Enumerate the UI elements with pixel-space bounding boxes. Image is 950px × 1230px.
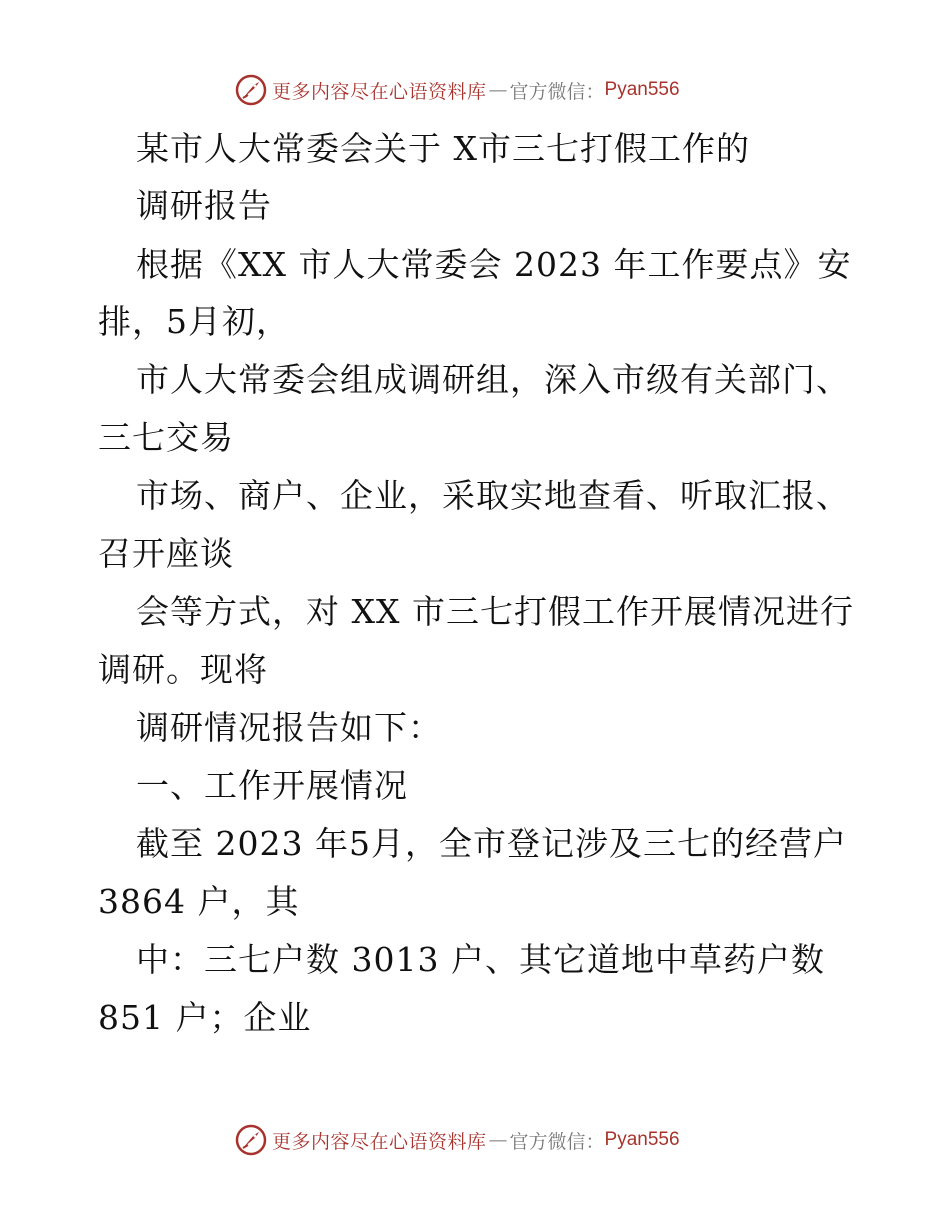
paragraph-line: 召开座谈 (98, 534, 234, 573)
paragraph-line: 排，5月初， (98, 302, 290, 341)
paragraph-line: 851 户；企业 (98, 998, 312, 1037)
watermark-text: 更多内容尽在心语资料库 (272, 80, 487, 103)
paragraph-line: 会等方式，对 XX 市三七打假工作开展情况进行 (136, 592, 854, 631)
watermark-wechat-label: 官方微信： (509, 1130, 605, 1153)
paragraph-line: 根据《XX 市人大常委会 2023 年工作要点》安 (136, 245, 852, 284)
watermark-wechat-id: Pyan556 (604, 1129, 680, 1150)
watermark-wechat-label: 官方微信： (509, 80, 605, 103)
paragraph-line: 市场、商户、企业，采取实地查看、听取汇报、 (136, 476, 850, 515)
paragraph-line: 市人大常委会组成调研组，深入市级有关部门、 (136, 360, 850, 399)
watermark-separator: — (488, 1129, 508, 1151)
pen-nib-logo-icon (234, 1123, 268, 1157)
paragraph-line: 三七交易 (98, 418, 234, 457)
paragraph-line: 截至 2023 年5月，全市登记涉及三七的经营户 (136, 824, 847, 863)
watermark-separator: — (488, 79, 508, 101)
document-title-line-1: 某市人大常委会关于 X市三七打假工作的 (136, 129, 750, 168)
pen-nib-logo-icon (234, 73, 268, 107)
paragraph-line: 3864 户，其 (98, 882, 300, 921)
watermark-wechat-id: Pyan556 (604, 79, 680, 100)
watermark-text: 更多内容尽在心语资料库 (272, 1130, 487, 1153)
paragraph-line: 调研。现将 (98, 650, 268, 689)
watermark-header (234, 70, 680, 110)
section-heading: 一、工作开展情况 (136, 766, 408, 805)
paragraph-line: 调研情况报告如下： (136, 708, 442, 747)
document-title-line-2: 调研报告 (136, 186, 272, 225)
paragraph-line: 中：三七户数 3013 户、其它道地中草药户数 (136, 940, 825, 979)
watermark-footer (234, 1120, 680, 1160)
